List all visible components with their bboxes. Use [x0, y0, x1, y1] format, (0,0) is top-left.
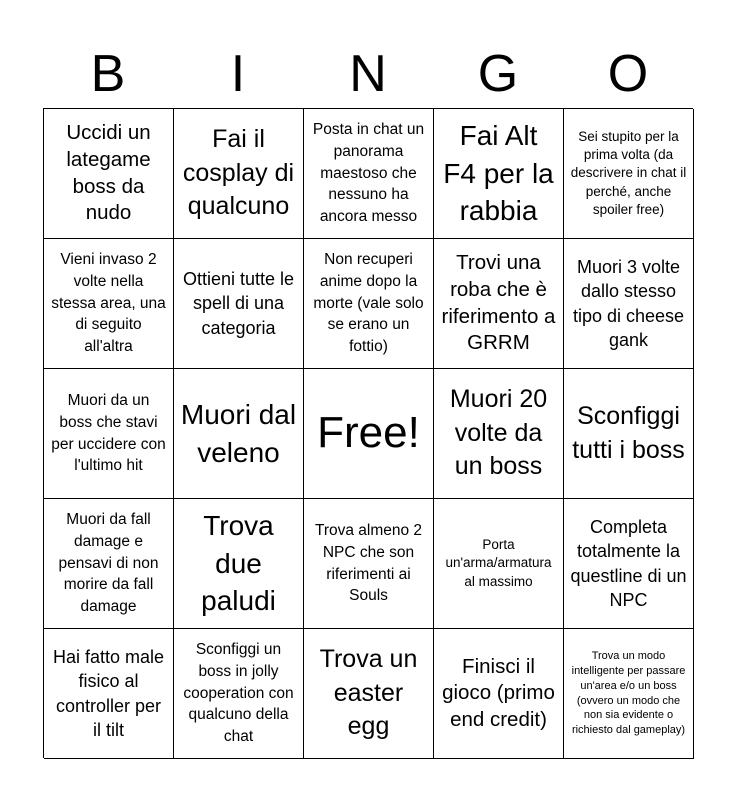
bingo-cell-1-1[interactable]: Uccidi un lategame boss da nudo — [44, 109, 174, 239]
bingo-cell-1-2[interactable]: Fai il cosplay di qualcuno — [174, 109, 304, 239]
bingo-cell-2-4[interactable]: Trovi una roba che è riferimento a GRRM — [434, 239, 564, 369]
bingo-cell-3-1[interactable]: Muori da un boss che stavi per uccidere con l'ultimo hit — [44, 369, 174, 499]
bingo-cell-5-5[interactable]: Trova un modo intelligente per passare un'area e/o un boss (ovvero un modo che non sia evidente o richiesto dal gameplay) — [564, 629, 694, 759]
bingo-cell-1-3[interactable]: Posta in chat un panorama maestoso che nessuno ha ancora messo — [304, 109, 434, 239]
header-letter-o: O — [607, 45, 649, 103]
bingo-cell-4-2[interactable]: Trova due paludi — [174, 499, 304, 629]
header-letter-n: N — [349, 45, 387, 103]
bingo-cell-2-1[interactable]: Vieni invaso 2 volte nella stessa area, una di seguito all'altra — [44, 239, 174, 369]
bingo-cell-3-4[interactable]: Muori 20 volte da un boss — [434, 369, 564, 499]
bingo-cell-2-3[interactable]: Non recuperi anime dopo la morte (vale solo se erano un fottio) — [304, 239, 434, 369]
bingo-board — [43, 108, 693, 758]
bingo-cell-5-2[interactable]: Sconfiggi un boss in jolly cooperation con qualcuno della chat — [174, 629, 304, 759]
bingo-cell-2-5[interactable]: Muori 3 volte dallo stesso tipo di cheese gank — [564, 239, 694, 369]
header-letter-i: I — [230, 45, 246, 103]
bingo-cell-free[interactable]: Free! — [304, 369, 434, 499]
bingo-cell-3-2[interactable]: Muori dal veleno — [174, 369, 304, 499]
bingo-cell-3-5[interactable]: Sconfiggi tutti i boss — [564, 369, 694, 499]
bingo-cell-5-1[interactable]: Hai fatto male fisico al controller per il tilt — [44, 629, 174, 759]
bingo-header — [43, 40, 693, 108]
bingo-cell-2-2[interactable]: Ottieni tutte le spell di una categoria — [174, 239, 304, 369]
bingo-cell-1-4[interactable]: Fai Alt F4 per la rabbia — [434, 109, 564, 239]
bingo-cell-1-5[interactable]: Sei stupito per la prima volta (da descrivere in chat il perché, anche spoiler free) — [564, 109, 694, 239]
header-letter-g: G — [477, 45, 519, 103]
bingo-cell-4-4[interactable]: Porta un'arma/armatura al massimo — [434, 499, 564, 629]
header-letter-b: B — [90, 45, 126, 103]
bingo-cell-5-3[interactable]: Trova un easter egg — [304, 629, 434, 759]
bingo-cell-4-5[interactable]: Completa totalmente la questline di un NPC — [564, 499, 694, 629]
bingo-cell-5-4[interactable]: Finisci il gioco (primo end credit) — [434, 629, 564, 759]
bingo-cell-4-1[interactable]: Muori da fall damage e pensavi di non morire da fall damage — [44, 499, 174, 629]
bingo-cell-4-3[interactable]: Trova almeno 2 NPC che son riferimenti ai Souls — [304, 499, 434, 629]
